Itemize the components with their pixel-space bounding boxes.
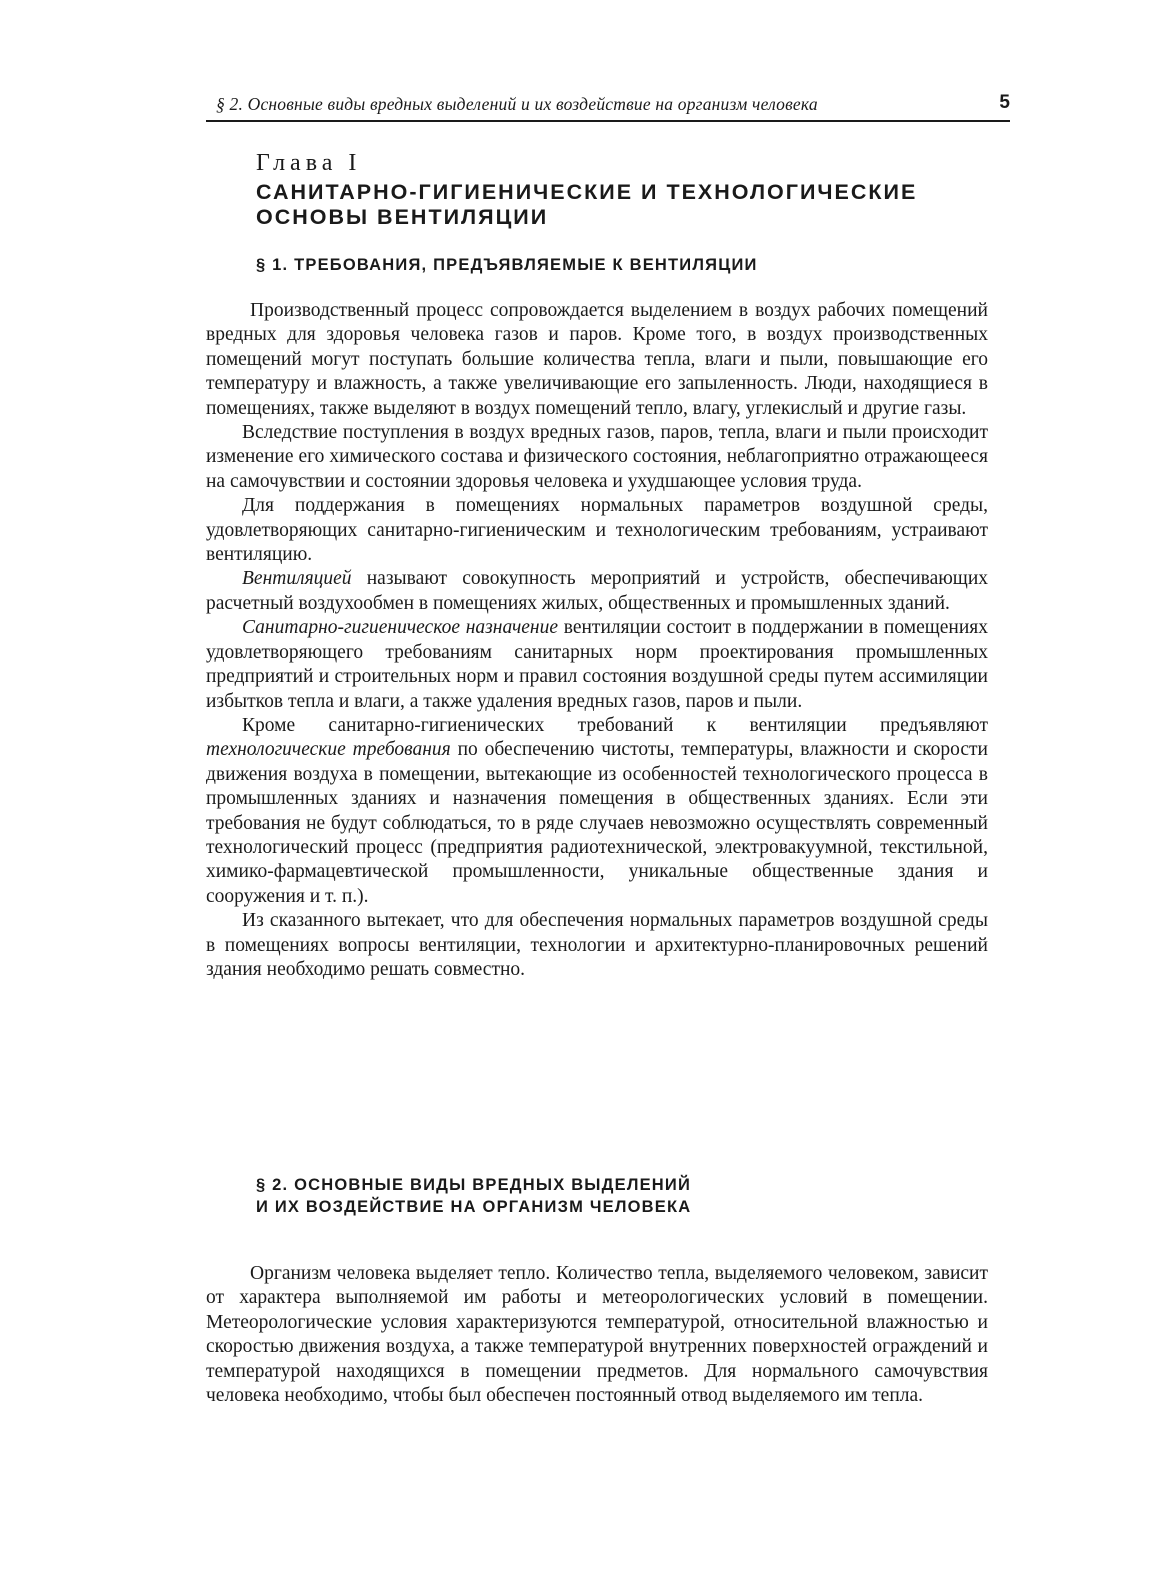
paragraph-text: по обеспечению чистоты, температуры, влажности и скорости движения воздуха в помещении, вытекающие из особенностей технологического процесса в промышленных зданиях и назначения помещения в общественных зданиях. Если эти требования не будут соблюдаться, то в ряде случаев невозможно осуществлять современный технологический процесс (предприятия радиотехнической, электровакуумной, текстильной, химико-фармацевтической промышленности, уникальные общественные здания и сооружения и т. п.). [206, 739, 988, 907]
section-2-heading [256, 1174, 691, 1218]
running-header [206, 92, 1010, 122]
chapter-title-line: ОСНОВЫ ВЕНТИЛЯЦИИ [256, 205, 549, 229]
section-2-body [206, 1262, 988, 1408]
italic-term: Санитарно-гигиеническое назначение [242, 617, 558, 639]
section-2-heading-line: И ИХ ВОЗДЕЙСТВИЕ НА ОРГАНИЗМ ЧЕЛОВЕКА [256, 1198, 692, 1216]
paragraph: Из сказанного вытекает, что для обеспечения нормальных параметров воздушной среды в помещениях вопросы вентиляции, технологии и архитектурно-планировочных решений здания необходимо решать совместно. [206, 910, 988, 980]
chapter-title [256, 180, 976, 230]
paragraph-text: вентиляции состоит в поддержании в помещениях удовлетворяющего требованиям санитарных норм проектирования промышленных предприятий и строительных норм и правил состояния воздушной среды путем ассимиляции избытков тепла и влаги, а также удаления вредных газов, паров и пыли. [206, 617, 988, 712]
paragraph-text: Кроме санитарно-гигиенических требований к вентиляции предъявляют [242, 714, 988, 736]
paragraph: Для поддержания в помещениях нормальных параметров воздушной среды, удовлетворяющих санитарно-гигиеническим и технологическим требованиям, устраивают вентиляцию. [206, 495, 988, 566]
italic-term: Вентиляцией [242, 568, 352, 590]
paragraph: Вследствие поступления в воздух вредных газов, паров, тепла, влаги и пыли происходит изменение его химического состава и физического состояния, неблагоприятно отражающееся на самочувствии и состоянии здоровья человека и ухудшающее условия труда. [206, 422, 988, 492]
chapter-title-line: САНИТАРНО-ГИГИЕНИЧЕСКИЕ И ТЕХНОЛОГИЧЕСКИЕ [256, 180, 918, 204]
paragraph [206, 714, 988, 909]
italic-term: технологические требования [206, 739, 451, 761]
paragraph [206, 567, 988, 616]
section-1-heading: § 1. ТРЕБОВАНИЯ, ПРЕДЪЯВЛЯЕМЫЕ К ВЕНТИЛЯЦИИ [256, 256, 758, 274]
running-title: § 2. Основные виды вредных выделений и их воздействие на организм человека [216, 94, 818, 114]
paragraph-text: называют совокупность мероприятий и устройств, обеспечивающих расчетный воздухообмен в помещениях жилых, общественных и промышленных зданий. [206, 568, 988, 614]
section-2-heading-line: § 2. ОСНОВНЫЕ ВИДЫ ВРЕДНЫХ ВЫДЕЛЕНИЙ [256, 1176, 692, 1194]
paragraph: Производственный процесс сопровождается выделением в воздух рабочих помещений вредных для здоровья человека газов и паров. Кроме того, в воздух производственных помещений могут поступать большие количества тепла, влаги и пыли, повышающие его температуру и влажность, а также увеличивающие его запыленность. Люди, находящиеся в помещениях, также выделяют в воздух помещений тепло, влагу, углекислый и другие газы. [206, 300, 988, 419]
chapter-label: Глава I [256, 150, 362, 176]
paragraph: Организм человека выделяет тепло. Количество тепла, выделяемого человеком, зависит от характера выполняемой им работы и метеорологических условий в помещении. Метеорологические условия характеризуются температурой, относительной влажностью и скоростью движения воздуха, а также температурой внутренних поверхностей ограждений и температурой находящихся в помещении предметов. Для нормального самочувствия человека необходимо, чтобы был обеспечен постоянный отвод выделяемого им тепла. [206, 1263, 988, 1407]
section-1-body [206, 299, 988, 982]
page-number: 5 [999, 92, 1010, 113]
paragraph [206, 616, 988, 714]
